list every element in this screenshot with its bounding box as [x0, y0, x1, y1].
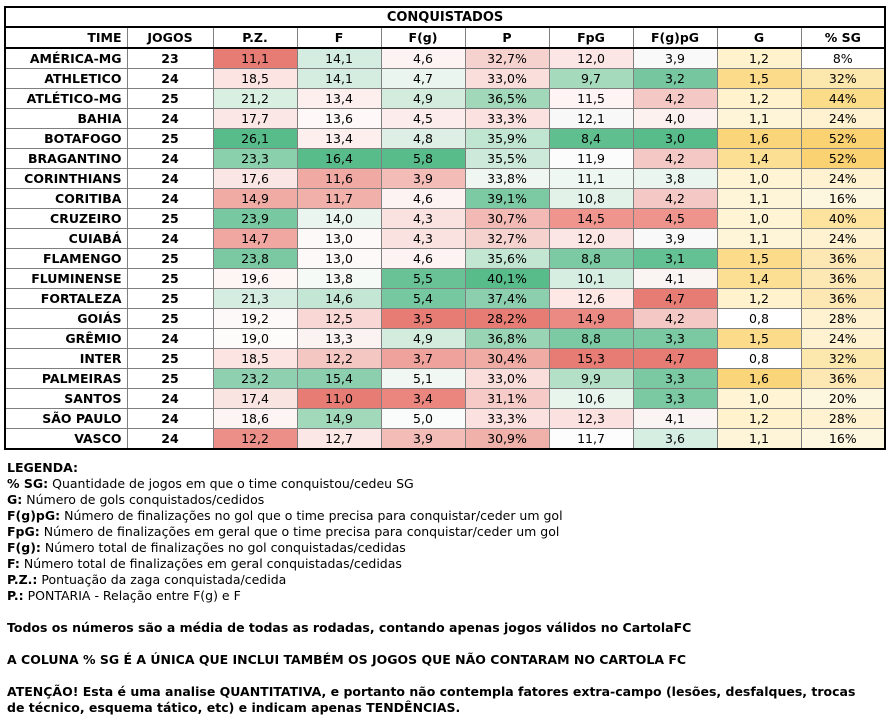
legend-key: P.Z.: [7, 572, 38, 587]
stat-cell: 12,5 [297, 309, 381, 329]
table-row [5, 229, 885, 249]
stat-cell: 12,0 [549, 48, 633, 69]
stat-cell: 4,3 [381, 229, 465, 249]
stat-cell: 23,3 [213, 149, 297, 169]
stat-cell: 11,7 [549, 429, 633, 450]
stat-cell: 3,3 [633, 369, 717, 389]
table-row [5, 169, 885, 189]
note-warning: ATENÇÃO! Esta é uma analise QUANTITATIVA, e portanto não contempla fatores extra-campo (lesões, desfalques, trocas de técnico, esquema tático, etc) e indicam apenas TENDÊNCIAS. [7, 684, 856, 715]
column-header: F(g) [381, 27, 465, 48]
legend-key: G: [7, 492, 23, 507]
table-row [5, 189, 885, 209]
team-name-cell: SÃO PAULO [5, 409, 127, 429]
stat-cell: 4,0 [633, 109, 717, 129]
stat-cell: 28% [801, 309, 885, 329]
stat-cell: 24% [801, 229, 885, 249]
stat-cell: 3,1 [633, 249, 717, 269]
stat-cell: 18,5 [213, 69, 297, 89]
note-sg: A COLUNA % SG É A ÚNICA QUE INCLUI TAMBÉM OS JOGOS QUE NÃO CONTARAM NO CARTOLA FC [7, 652, 687, 667]
stat-cell: 4,9 [381, 89, 465, 109]
games-cell: 24 [127, 229, 213, 249]
stat-cell: 17,4 [213, 389, 297, 409]
table-row [5, 369, 885, 389]
stat-cell: 19,0 [213, 329, 297, 349]
stat-cell: 32% [801, 349, 885, 369]
legend-key: F(g)pG: [7, 508, 61, 523]
stat-cell: 4,2 [633, 309, 717, 329]
stat-cell: 24% [801, 329, 885, 349]
stat-cell: 14,9 [213, 189, 297, 209]
stat-cell: 11,5 [549, 89, 633, 109]
stat-cell: 16,4 [297, 149, 381, 169]
table-body [5, 48, 885, 449]
stat-cell: 12,0 [549, 229, 633, 249]
table-row [5, 149, 885, 169]
legend-text: Número de gols conquistados/cedidos [26, 492, 265, 507]
team-name-cell: BOTAFOGO [5, 129, 127, 149]
stat-cell: 44% [801, 89, 885, 109]
stat-cell: 11,1 [549, 169, 633, 189]
stat-cell: 30,9% [465, 429, 549, 450]
games-cell: 25 [127, 209, 213, 229]
stat-cell: 17,7 [213, 109, 297, 129]
stat-cell: 13,8 [297, 269, 381, 289]
table-row [5, 349, 885, 369]
legend-text: Quantidade de jogos em que o time conquistou/cedeu SG [52, 476, 414, 491]
stat-cell: 10,8 [549, 189, 633, 209]
stat-cell: 1,2 [717, 289, 801, 309]
stat-cell: 8% [801, 48, 885, 69]
stat-cell: 40,1% [465, 269, 549, 289]
stat-cell: 23,2 [213, 369, 297, 389]
stat-cell: 4,7 [633, 289, 717, 309]
stat-cell: 23,9 [213, 209, 297, 229]
stat-cell: 10,6 [549, 389, 633, 409]
stat-cell: 8,8 [549, 329, 633, 349]
stat-cell: 35,5% [465, 149, 549, 169]
stat-cell: 37,4% [465, 289, 549, 309]
stat-cell: 31,1% [465, 389, 549, 409]
team-name-cell: GRÊMIO [5, 329, 127, 349]
stat-cell: 3,6 [633, 429, 717, 450]
column-header: TIME [5, 27, 127, 48]
stat-cell: 3,4 [381, 389, 465, 409]
team-name-cell: ATHLETICO [5, 69, 127, 89]
stat-cell: 4,2 [633, 149, 717, 169]
games-cell: 24 [127, 189, 213, 209]
column-header: F [297, 27, 381, 48]
stat-cell: 9,9 [549, 369, 633, 389]
legend-title: LEGENDA: [7, 460, 79, 475]
team-name-cell: ATLÉTICO-MG [5, 89, 127, 109]
stat-cell: 4,1 [633, 269, 717, 289]
stat-cell: 4,6 [381, 189, 465, 209]
stat-cell: 4,5 [381, 109, 465, 129]
stat-cell: 33,8% [465, 169, 549, 189]
games-cell: 24 [127, 429, 213, 450]
stat-cell: 10,1 [549, 269, 633, 289]
stat-cell: 11,0 [297, 389, 381, 409]
stat-cell: 12,3 [549, 409, 633, 429]
stat-cell: 4,5 [633, 209, 717, 229]
games-cell: 24 [127, 109, 213, 129]
column-header: % SG [801, 27, 885, 48]
stat-cell: 13,0 [297, 249, 381, 269]
stat-cell: 36,8% [465, 329, 549, 349]
stat-cell: 13,0 [297, 229, 381, 249]
column-header: F(g)pG [633, 27, 717, 48]
stat-cell: 19,6 [213, 269, 297, 289]
table-row [5, 48, 885, 69]
stat-cell: 14,6 [297, 289, 381, 309]
table-row [5, 109, 885, 129]
stat-cell: 32,7% [465, 48, 549, 69]
stat-cell: 12,6 [549, 289, 633, 309]
note-average: Todos os números são a média de todas as rodadas, contando apenas jogos válidos no CartolaFC [7, 620, 692, 635]
table-row [5, 249, 885, 269]
stat-cell: 36% [801, 269, 885, 289]
team-name-cell: FORTALEZA [5, 289, 127, 309]
stat-cell: 16% [801, 189, 885, 209]
stat-cell: 4,2 [633, 89, 717, 109]
stat-cell: 32,7% [465, 229, 549, 249]
stat-cell: 15,4 [297, 369, 381, 389]
games-cell: 25 [127, 89, 213, 109]
legend-text: PONTARIA - Relação entre F(g) e F [27, 588, 241, 603]
legend-text: Pontuação da zaga conquistada/cedida [41, 572, 287, 587]
table-row [5, 309, 885, 329]
games-cell: 23 [127, 48, 213, 69]
table-row [5, 329, 885, 349]
table-row [5, 209, 885, 229]
stat-cell: 3,3 [633, 389, 717, 409]
team-name-cell: PALMEIRAS [5, 369, 127, 389]
column-header: JOGOS [127, 27, 213, 48]
stat-cell: 14,1 [297, 69, 381, 89]
games-cell: 25 [127, 269, 213, 289]
stat-cell: 0,8 [717, 309, 801, 329]
stat-cell: 1,0 [717, 389, 801, 409]
table-row [5, 129, 885, 149]
stat-cell: 0,8 [717, 349, 801, 369]
stat-cell: 40% [801, 209, 885, 229]
stat-cell: 14,5 [549, 209, 633, 229]
stat-cell: 1,0 [717, 169, 801, 189]
legend-key: P.: [7, 588, 24, 603]
stat-cell: 33,0% [465, 69, 549, 89]
stat-cell: 8,4 [549, 129, 633, 149]
stat-cell: 36% [801, 249, 885, 269]
stat-cell: 4,2 [633, 189, 717, 209]
stat-cell: 13,3 [297, 329, 381, 349]
stat-cell: 5,4 [381, 289, 465, 309]
stat-cell: 4,9 [381, 329, 465, 349]
stat-cell: 1,1 [717, 109, 801, 129]
stat-cell: 5,8 [381, 149, 465, 169]
stat-cell: 30,7% [465, 209, 549, 229]
stat-cell: 12,1 [549, 109, 633, 129]
stat-cell: 17,6 [213, 169, 297, 189]
stat-cell: 15,3 [549, 349, 633, 369]
column-header-row [5, 27, 885, 48]
table-title: CONQUISTADOS [5, 7, 885, 27]
stat-cell: 13,4 [297, 89, 381, 109]
games-cell: 24 [127, 169, 213, 189]
team-name-cell: INTER [5, 349, 127, 369]
legend-items [7, 476, 877, 604]
column-header: FpG [549, 27, 633, 48]
stat-cell: 9,7 [549, 69, 633, 89]
column-header: P.Z. [213, 27, 297, 48]
stat-cell: 21,3 [213, 289, 297, 309]
legend-key: FpG: [7, 524, 40, 539]
stat-cell: 14,1 [297, 48, 381, 69]
legend-text: Número de finalizações no gol que o time precisa para conquistar/ceder um gol [64, 508, 563, 523]
stat-cell: 3,9 [381, 169, 465, 189]
team-name-cell: FLUMINENSE [5, 269, 127, 289]
stat-cell: 4,6 [381, 249, 465, 269]
stat-cell: 33,3% [465, 409, 549, 429]
stat-cell: 3,0 [633, 129, 717, 149]
stat-cell: 1,1 [717, 429, 801, 450]
stat-cell: 24% [801, 109, 885, 129]
legend-item [7, 476, 877, 492]
stat-cell: 1,0 [717, 209, 801, 229]
team-name-cell: AMÉRICA-MG [5, 48, 127, 69]
stat-cell: 12,2 [213, 429, 297, 450]
games-cell: 24 [127, 329, 213, 349]
stat-cell: 11,1 [213, 48, 297, 69]
table-row [5, 429, 885, 450]
stat-cell: 3,8 [633, 169, 717, 189]
stat-cell: 3,9 [381, 429, 465, 450]
stat-cell: 36,5% [465, 89, 549, 109]
stat-cell: 18,6 [213, 409, 297, 429]
stat-cell: 5,1 [381, 369, 465, 389]
legend-item [7, 524, 877, 540]
stat-cell: 5,0 [381, 409, 465, 429]
stat-cell: 4,6 [381, 48, 465, 69]
stat-cell: 24% [801, 169, 885, 189]
stat-cell: 1,1 [717, 189, 801, 209]
games-cell: 25 [127, 289, 213, 309]
table-row [5, 89, 885, 109]
table-row [5, 409, 885, 429]
legend-item [7, 556, 877, 572]
stat-cell: 1,2 [717, 48, 801, 69]
stat-cell: 35,9% [465, 129, 549, 149]
stat-cell: 8,8 [549, 249, 633, 269]
legend-key: F: [7, 556, 20, 571]
team-name-cell: CUIABÁ [5, 229, 127, 249]
games-cell: 25 [127, 349, 213, 369]
column-header: P [465, 27, 549, 48]
stat-cell: 11,6 [297, 169, 381, 189]
stat-cell: 3,3 [633, 329, 717, 349]
team-name-cell: BRAGANTINO [5, 149, 127, 169]
legend-key: F(g): [7, 540, 41, 555]
legend-text: Número total de finalizações no gol conquistadas/cedidas [44, 540, 406, 555]
team-name-cell: VASCO [5, 429, 127, 450]
stat-cell: 3,5 [381, 309, 465, 329]
legend-text: Número total de finalizações em geral conquistadas/cedidas [23, 556, 402, 571]
stat-cell: 32% [801, 69, 885, 89]
stat-cell: 11,7 [297, 189, 381, 209]
stat-cell: 33,0% [465, 369, 549, 389]
team-name-cell: FLAMENGO [5, 249, 127, 269]
stat-cell: 52% [801, 129, 885, 149]
legend [7, 460, 877, 716]
stat-cell: 1,5 [717, 249, 801, 269]
stats-table [4, 6, 886, 450]
stat-cell: 14,9 [549, 309, 633, 329]
stat-cell: 28% [801, 409, 885, 429]
legend-text: Número de finalizações em geral que o time precisa para conquistar/ceder um gol [43, 524, 560, 539]
stat-cell: 36% [801, 289, 885, 309]
stat-cell: 36% [801, 369, 885, 389]
games-cell: 25 [127, 129, 213, 149]
stat-cell: 1,2 [717, 409, 801, 429]
stat-cell: 1,6 [717, 129, 801, 149]
legend-key: % SG: [7, 476, 49, 491]
stat-cell: 1,5 [717, 69, 801, 89]
games-cell: 24 [127, 149, 213, 169]
stat-cell: 4,7 [633, 349, 717, 369]
team-name-cell: CORINTHIANS [5, 169, 127, 189]
stat-cell: 19,2 [213, 309, 297, 329]
team-name-cell: BAHIA [5, 109, 127, 129]
stat-cell: 28,2% [465, 309, 549, 329]
stat-cell: 3,9 [633, 229, 717, 249]
games-cell: 24 [127, 409, 213, 429]
legend-item [7, 540, 877, 556]
stat-cell: 52% [801, 149, 885, 169]
stat-cell: 30,4% [465, 349, 549, 369]
stat-cell: 1,4 [717, 269, 801, 289]
stat-cell: 33,3% [465, 109, 549, 129]
table-row [5, 69, 885, 89]
stat-cell: 21,2 [213, 89, 297, 109]
team-name-cell: SANTOS [5, 389, 127, 409]
stat-cell: 1,4 [717, 149, 801, 169]
stat-cell: 18,5 [213, 349, 297, 369]
table-row [5, 289, 885, 309]
stat-cell: 1,1 [717, 229, 801, 249]
stat-cell: 14,0 [297, 209, 381, 229]
stat-cell: 4,8 [381, 129, 465, 149]
stat-cell: 23,8 [213, 249, 297, 269]
legend-item [7, 588, 877, 604]
stat-cell: 3,2 [633, 69, 717, 89]
stat-cell: 4,1 [633, 409, 717, 429]
stat-cell: 16% [801, 429, 885, 450]
table-row [5, 269, 885, 289]
stat-cell: 3,7 [381, 349, 465, 369]
stat-cell: 20% [801, 389, 885, 409]
team-name-cell: GOIÁS [5, 309, 127, 329]
stat-cell: 39,1% [465, 189, 549, 209]
games-cell: 25 [127, 249, 213, 269]
stat-cell: 3,9 [633, 48, 717, 69]
stat-cell: 13,6 [297, 109, 381, 129]
games-cell: 25 [127, 309, 213, 329]
stat-cell: 4,7 [381, 69, 465, 89]
stat-cell: 1,2 [717, 89, 801, 109]
stat-cell: 1,5 [717, 329, 801, 349]
stat-cell: 12,7 [297, 429, 381, 450]
legend-item [7, 508, 877, 524]
team-name-cell: CRUZEIRO [5, 209, 127, 229]
stat-cell: 14,7 [213, 229, 297, 249]
column-header: G [717, 27, 801, 48]
games-cell: 24 [127, 389, 213, 409]
stat-cell: 4,3 [381, 209, 465, 229]
stat-cell: 26,1 [213, 129, 297, 149]
stat-cell: 14,9 [297, 409, 381, 429]
stat-cell: 5,5 [381, 269, 465, 289]
stat-cell: 35,6% [465, 249, 549, 269]
legend-item [7, 572, 877, 588]
stat-cell: 12,2 [297, 349, 381, 369]
games-cell: 25 [127, 369, 213, 389]
stat-cell: 11,9 [549, 149, 633, 169]
team-name-cell: CORITIBA [5, 189, 127, 209]
table-row [5, 389, 885, 409]
games-cell: 24 [127, 69, 213, 89]
legend-item [7, 492, 877, 508]
stat-cell: 13,4 [297, 129, 381, 149]
stat-cell: 1,6 [717, 369, 801, 389]
